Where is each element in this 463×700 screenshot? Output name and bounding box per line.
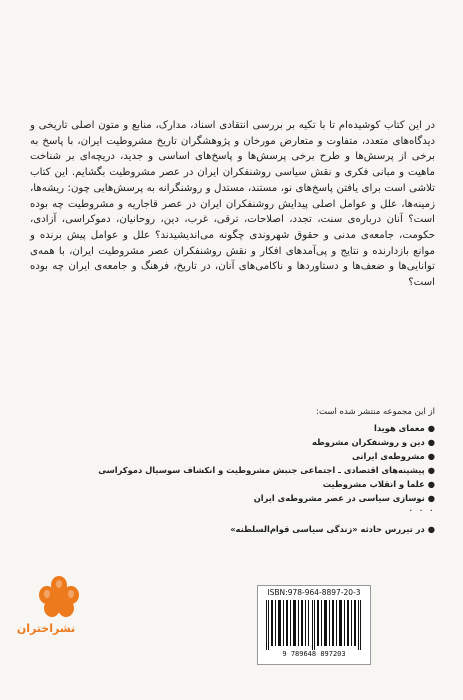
series-item [30,491,435,505]
bullet-icon: ● [427,423,435,433]
blurb-paragraph: در این کتاب کوشیده‌ام تا با تکیه بر بررسی انتقادی اسناد، مدارک، منابع و متون اصلی تاریخی و دیدگاه‌های متعدد، متفاوت و متعارض مورخان و پژوهشگران تاریخ مشروطیت ایران، با پاسخ به برخی از پرسش‌ها و طرح برخی پرسش‌ها و پاسخ‌های اساسی و جدید، دریچه‌ای بر شناخت ماهیت و مبانی فکری و نقش سیاسی روشنفکران ایران در عصر مشروطیت بگشایم. این کتاب تلاشی است برای یافتن پاسخ‌های نو، مستند، مستدل و روشنگرانه به پرسش‌هایی چون: ریشه‌ها، زمینه‌ها، علل و عوامل اصلی پیدایش روشنفکران ایران در عصر قاجاریه و مشروطیت چه بوده است؟ آنان درباره‌ی سنت، تجدد، اصلاحات، ترقی، غرب، دین، روحانیان، دموکراسی، آزادی، حکومت، جامعه‌ی مدنی و حقوق شهروندی چگونه می‌اندیشیدند؟ علل و عوامل پیش برنده و موانع بازدارنده و نتایج و پی‌آمدهای افکار و نقش روشنفکران عصر مشروطیت ایران، با همه‌ی توانایی‌ها و ضعف‌ها و دستاوردها و ناکامی‌های آنان، در تاریخ، فرهنگ و جامعه‌ی ایران چه بوده است؟ [30,120,435,289]
series-item-title: معمای هویدا [374,423,425,433]
bullet-icon: ● [427,479,435,489]
series-heading: از این مجموعه منتشر شده است: [316,407,435,417]
series-item-latest [30,522,435,536]
series-list-section [30,405,435,536]
barcode-icon [266,600,362,650]
bullet-icon: ● [427,437,435,447]
flower-logo-icon [28,575,90,621]
bullet-icon: ● [427,524,435,534]
publisher-name: نشراختران [16,622,76,635]
series-item [30,449,435,463]
series-item [30,421,435,435]
series-latest [30,522,435,536]
series-item-title: نوسازی سیاسی در عصر مشروطه‌ی ایران [253,493,425,503]
publisher-logo [16,575,90,655]
blurb-text-block [30,118,435,291]
series-titles [30,421,435,505]
series-item-title: پیشینه‌های اقتصادی ـ اجتماعی جنبش مشروطیت و انکشاف سوسیال دموکراسی [98,465,425,475]
series-item-title: در تیررس حادثه «زندگی سیاسی قوام‌السلطنه» [230,524,425,534]
bullet-icon: ● [427,451,435,461]
bullet-icon: ● [427,493,435,503]
series-item [30,477,435,491]
barcode [257,585,371,665]
bullet-icon: ● [427,465,435,475]
series-item [30,435,435,449]
series-item [30,463,435,477]
barcode-digits: 9 789648 897203 [282,650,346,658]
series-ellipsis: . . . [409,503,435,514]
series-item-title: علما و انقلاب مشروطیت [322,479,425,489]
isbn-label: ISBN:978-964-8897-20-3 [267,588,361,597]
series-item-title: مشروطه‌ی ایرانی [352,451,425,461]
series-item-title: دین و روشنفکران مشروطه [311,437,425,447]
